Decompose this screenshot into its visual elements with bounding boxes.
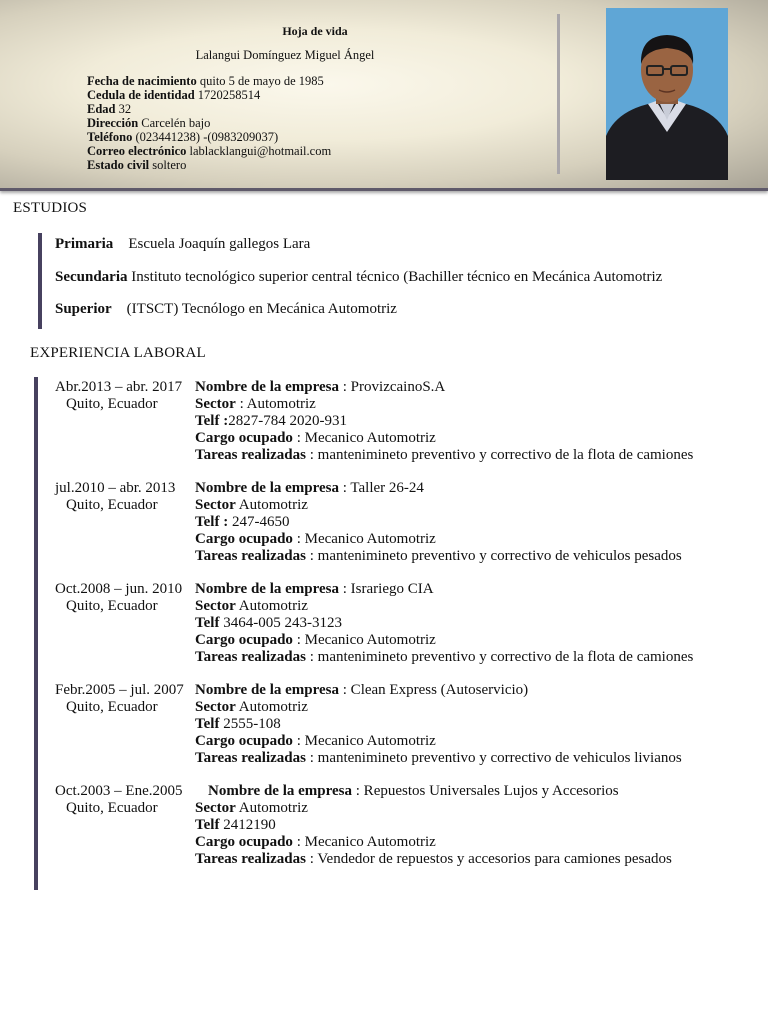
cv-header <box>0 0 768 191</box>
profile-photo <box>606 8 728 180</box>
job-value: : Mecanico Automotriz <box>292 632 436 648</box>
person-name: Lalangui Domínguez Miguel Ángel <box>195 48 375 62</box>
education-label: Superior <box>55 301 112 317</box>
job-label: Sector <box>195 800 236 816</box>
info-label: Edad <box>87 102 116 116</box>
job-sector <box>195 699 682 716</box>
job-position <box>195 430 693 447</box>
job-details <box>195 379 693 464</box>
job-details <box>195 682 682 767</box>
job-label: Nombre de la empresa <box>195 581 340 597</box>
job-value: : Repuestos Universales Lujos y Accesorios <box>352 783 619 799</box>
job-value: Automotriz <box>235 800 308 816</box>
info-label: Dirección <box>87 116 139 130</box>
info-age <box>87 102 331 116</box>
job-value: : Vendedor de repuestos y accesorios para camiones pesados <box>305 851 672 867</box>
info-email <box>87 144 331 158</box>
education-title: ESTUDIOS <box>13 200 88 216</box>
job-phone <box>195 514 682 531</box>
job-value: Automotriz <box>235 598 308 614</box>
job-label: Cargo ocupado <box>195 632 293 648</box>
job-label: Telf <box>195 615 220 631</box>
job-value: : Clean Express (Autoservicio) <box>339 682 529 698</box>
job-label: Cargo ocupado <box>195 834 293 850</box>
job-value: 2412190 <box>219 817 276 833</box>
info-label: Fecha de nacimiento <box>87 74 197 88</box>
info-value: Carcelén bajo <box>138 116 211 130</box>
job-label: Cargo ocupado <box>195 733 293 749</box>
job-value: 3464-005 243-3123 <box>219 615 342 631</box>
job-value: Automotriz <box>235 699 308 715</box>
job-label: Nombre de la empresa <box>195 480 340 496</box>
job-label: Tareas realizadas <box>195 750 306 766</box>
job-position <box>195 531 682 548</box>
job-label: Telf : <box>195 514 229 530</box>
job-tasks <box>195 851 672 868</box>
job-company <box>195 682 682 699</box>
job-value: : ProvizcainoS.A <box>339 379 446 395</box>
job-location: Quito, Ecuador <box>66 396 158 412</box>
personal-info <box>87 74 331 172</box>
job-company <box>195 783 672 800</box>
info-address <box>87 116 331 130</box>
job-value: 2827-784 2020-931 <box>228 413 347 429</box>
job-location: Quito, Ecuador <box>66 699 158 715</box>
job-value: 2555-108 <box>219 716 281 732</box>
job-value: : mantenimineto preventivo y correctivo de la flota de camiones <box>305 649 694 665</box>
info-value: (023441238) -(0983209037) <box>132 130 279 144</box>
job-sector <box>195 396 693 413</box>
education-item-primaria <box>55 236 310 253</box>
job-label: Cargo ocupado <box>195 531 293 547</box>
job-value: : mantenimineto preventivo y correctivo de vehiculos pesados <box>305 548 682 564</box>
education-label: Primaria <box>55 236 114 252</box>
job-value: Automotriz <box>235 497 308 513</box>
job-location: Quito, Ecuador <box>66 497 158 513</box>
header-divider <box>557 14 560 174</box>
info-value: soltero <box>149 158 187 172</box>
info-value: 32 <box>115 102 132 116</box>
job-label: Nombre de la empresa <box>208 783 353 799</box>
job-dates: Febr.2005 – jul. 2007 <box>55 682 184 698</box>
job-company <box>195 581 693 598</box>
job-label: Sector <box>195 396 236 412</box>
job-dates: Oct.2008 – jun. 2010 <box>55 581 183 597</box>
job-details <box>195 783 672 868</box>
info-value: 1720258514 <box>194 88 261 102</box>
info-label: Teléfono <box>87 130 133 144</box>
job-label: Sector <box>195 699 236 715</box>
job-label: Telf : <box>195 413 229 429</box>
job-value: : Mecanico Automotriz <box>292 834 436 850</box>
education-item-secundaria <box>55 269 662 286</box>
job-tasks <box>195 447 693 464</box>
job-phone <box>195 716 682 733</box>
job-dates: Abr.2013 – abr. 2017 <box>55 379 183 395</box>
education-item-superior <box>55 301 397 318</box>
job-label: Nombre de la empresa <box>195 682 340 698</box>
info-label: Estado civil <box>87 158 150 172</box>
job-label: Sector <box>195 497 236 513</box>
job-value: : Mecanico Automotriz <box>292 733 436 749</box>
job-position <box>195 834 672 851</box>
job-label: Cargo ocupado <box>195 430 293 446</box>
info-value: quito 5 de mayo de 1985 <box>196 74 324 88</box>
job-label: Tareas realizadas <box>195 548 306 564</box>
job-value: : mantenimineto preventivo y correctivo de la flota de camiones <box>305 447 694 463</box>
job-phone <box>195 615 693 632</box>
job-label: Telf <box>195 817 220 833</box>
education-bar <box>38 233 42 329</box>
job-value: 247-4650 <box>228 514 290 530</box>
job-tasks <box>195 750 682 767</box>
job-label: Sector <box>195 598 236 614</box>
job-label: Tareas realizadas <box>195 851 306 867</box>
education-value: Instituto tecnológico superior central técnico (Bachiller técnico en Mecánica Automotriz <box>127 269 663 285</box>
education-label: Secundaria <box>55 269 128 285</box>
job-sector <box>195 598 693 615</box>
job-value: : Mecanico Automotriz <box>292 430 436 446</box>
experience-bar <box>34 377 38 890</box>
job-label: Tareas realizadas <box>195 447 306 463</box>
job-details <box>195 581 693 666</box>
info-label: Cedula de identidad <box>87 88 195 102</box>
job-company <box>195 379 693 396</box>
job-tasks <box>195 649 693 666</box>
education-value: (ITSCT) Tecnólogo en Mecánica Automotriz <box>111 301 397 317</box>
job-position <box>195 733 682 750</box>
job-label: Tareas realizadas <box>195 649 306 665</box>
job-position <box>195 632 693 649</box>
info-civil-status <box>87 158 331 172</box>
info-phone <box>87 130 331 144</box>
job-value: : Mecanico Automotriz <box>292 531 436 547</box>
document-title: Hoja de vida <box>282 24 348 38</box>
info-birth <box>87 74 331 88</box>
info-label: Correo electrónico <box>87 144 187 158</box>
job-location: Quito, Ecuador <box>66 598 158 614</box>
info-value: lablacklangui@hotmail.com <box>186 144 332 158</box>
info-id <box>87 88 331 102</box>
job-location: Quito, Ecuador <box>66 800 158 816</box>
job-tasks <box>195 548 682 565</box>
job-value: : Automotriz <box>235 396 316 412</box>
job-dates: Oct.2003 – Ene.2005 <box>55 783 183 799</box>
job-label: Nombre de la empresa <box>195 379 340 395</box>
education-value: Escuela Joaquín gallegos Lara <box>113 236 311 252</box>
job-value: : Taller 26-24 <box>339 480 424 496</box>
job-label: Telf <box>195 716 220 732</box>
job-phone <box>195 413 693 430</box>
job-phone <box>195 817 672 834</box>
job-sector <box>195 800 672 817</box>
job-details <box>195 480 682 565</box>
job-value: : Israriego CIA <box>339 581 434 597</box>
experience-title: EXPERIENCIA LABORAL <box>30 345 206 361</box>
job-value: : mantenimineto preventivo y correctivo de vehiculos livianos <box>305 750 682 766</box>
job-company <box>195 480 682 497</box>
job-dates: jul.2010 – abr. 2013 <box>55 480 176 496</box>
job-sector <box>195 497 682 514</box>
